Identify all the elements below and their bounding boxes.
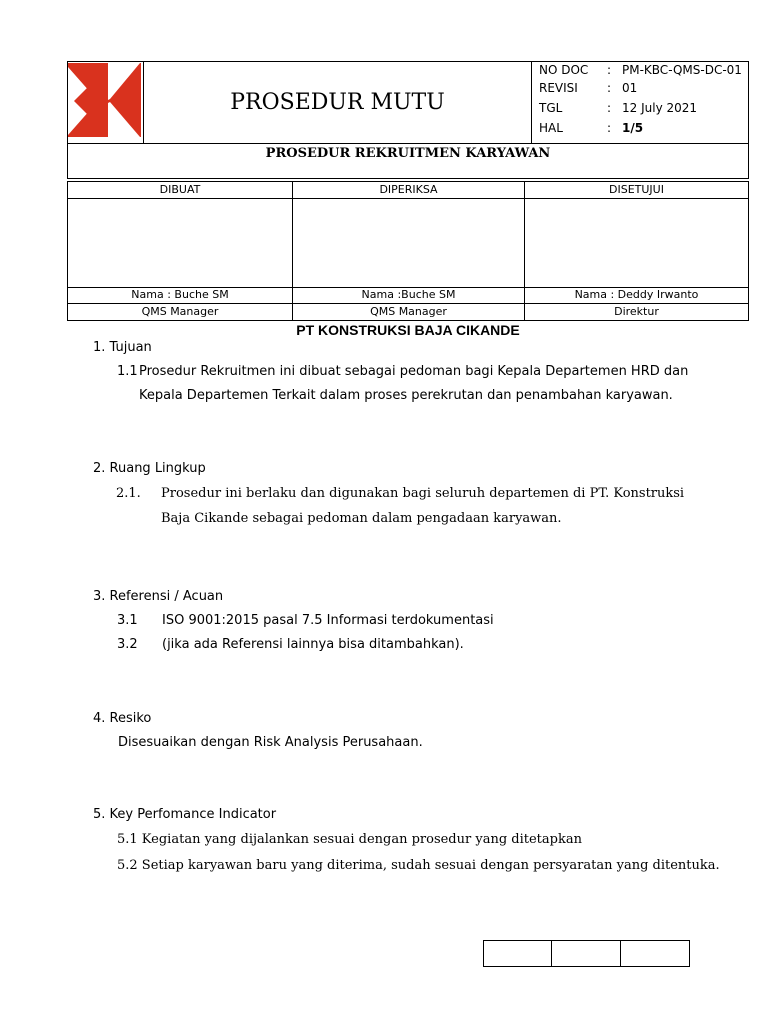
sig-position-dibuat: QMS Manager (141, 305, 219, 318)
sig-name-dibuat: Nama : Buche SM (131, 288, 229, 301)
section-3-item-num: 3.2 (117, 637, 138, 652)
sig-position-disetujui: Direktur (614, 305, 659, 318)
section-4-text: Disesuaikan dengan Risk Analysis Perusahaan. (118, 735, 423, 750)
section-2-item-line1: Prosedur ini berlaku dan digunakan bagi seluruh departemen di PT. Konstruksi (161, 486, 685, 501)
section-5-item: 5.2 Setiap karyawan baru yang diterima, sudah sesuai dengan persyaratan yang ditentuka. (117, 858, 720, 873)
section-2-title: 2. Ruang Lingkup (93, 461, 206, 476)
section-1-title: 1. Tujuan (93, 340, 152, 355)
meta-colon: : (607, 81, 612, 95)
section-1-item-line1: Prosedur Rekruitmen ini dibuat sebagai pedoman bagi Kepala Departemen HRD dan (139, 364, 689, 379)
section-3-item-text: ISO 9001:2015 pasal 7.5 Informasi terdokumentasi (162, 613, 494, 628)
meta-label-revisi: REVISI (539, 81, 578, 95)
section-5-item: 5.1 Kegiatan yang dijalankan sesuai dengan prosedur yang ditetapkan (117, 832, 582, 847)
meta-value-hal: 1/5 (622, 121, 644, 135)
sig-header-diperiksa: DIPERIKSA (379, 183, 438, 196)
section-4-title: 4. Resiko (93, 711, 152, 726)
section-5-title: 5. Key Perfomance Indicator (93, 807, 277, 822)
sig-position-diperiksa: QMS Manager (370, 305, 447, 318)
section-1-item-line2: Kepala Departemen Terkait dalam proses perekrutan dan penambahan karyawan. (139, 388, 673, 403)
meta-value-revisi: 01 (622, 81, 638, 95)
meta-colon: : (607, 121, 612, 135)
document-title: PROSEDUR MUTU (230, 89, 445, 115)
company-name: PT KONSTRUKSI BAJA CIKANDE (296, 322, 520, 338)
procedure-title: PROSEDUR REKRUITMEN KARYAWAN (265, 146, 551, 161)
section-3-title: 3. Referensi / Acuan (93, 589, 224, 604)
meta-value-nodoc: PM-KBC-QMS-DC-01 (622, 63, 742, 77)
meta-colon: : (607, 63, 612, 77)
section-3-item-num: 3.1 (117, 613, 138, 628)
section-2-item-line2: Baja Cikande sebagai pedoman dalam pengadaan karyawan. (161, 511, 562, 526)
meta-label-hal: HAL (539, 121, 563, 135)
meta-colon: : (607, 101, 612, 115)
sig-header-dibuat: DIBUAT (159, 183, 201, 196)
sig-name-diperiksa: Nama :Buche SM (361, 288, 456, 301)
meta-label-nodoc: NO DOC (539, 63, 589, 77)
section-1-item-num: 1.1 (117, 364, 138, 379)
meta-value-tgl: 12 July 2021 (622, 101, 698, 115)
sig-name-disetujui: Nama : Deddy Irwanto (574, 288, 699, 301)
section-3-item-text: (jika ada Referensi lainnya bisa ditambahkan). (162, 637, 464, 652)
sig-header-disetujui: DISETUJUI (609, 183, 664, 196)
meta-label-tgl: TGL (539, 101, 563, 115)
kbc-logo-icon (68, 63, 141, 137)
section-2-item-num: 2.1. (116, 486, 141, 501)
